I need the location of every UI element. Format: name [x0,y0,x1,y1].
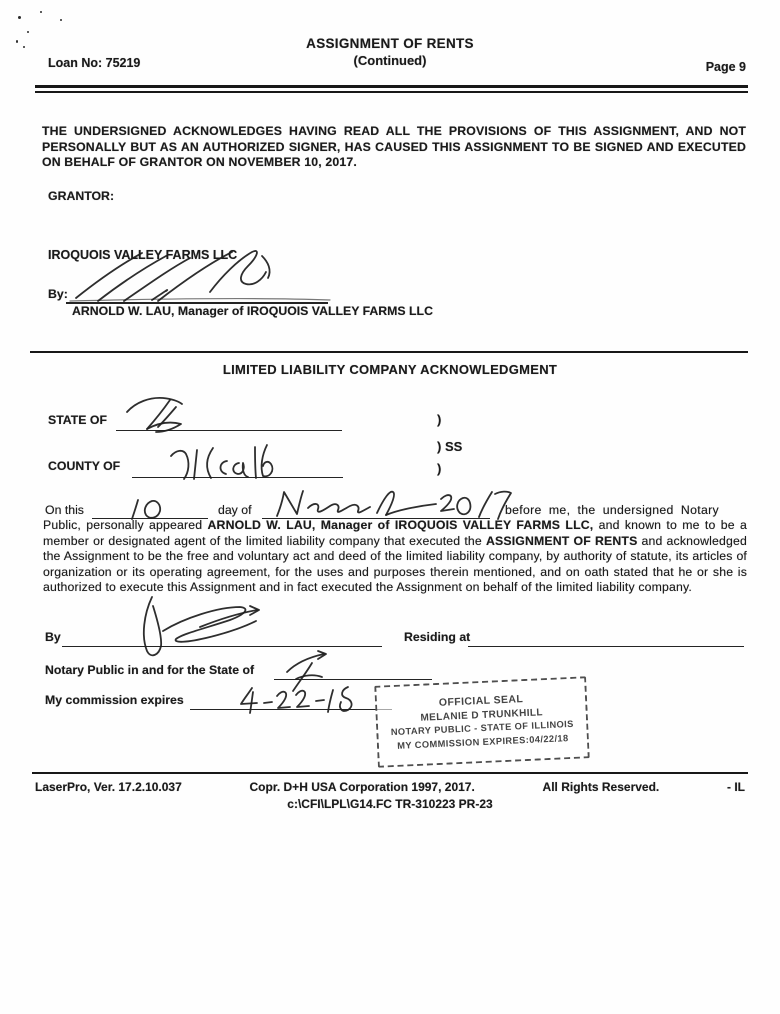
footer-copyright: Copr. D+H USA Corporation 1997, 2017. [249,780,475,794]
notary-state-label: Notary Public in and for the State of [45,663,255,677]
notary-paragraph [43,518,747,596]
header-rule-top [35,85,748,88]
commission-label: My commission expires [45,693,184,707]
paren-top: ) [437,412,442,427]
footer-product: LaserPro, Ver. 17.2.10.037 [35,780,182,794]
seal-name: MELANIE D TRUNKHILL [420,706,544,724]
footer-rights: All Rights Reserved. [542,780,660,794]
footer-line-2: c:\CFI\LPL\G14.FC TR-310223 PR-23 [287,797,493,811]
notary-state-line [274,662,432,680]
notary-by-line [62,629,382,647]
loan-number: Loan No: 75219 [48,56,141,70]
execution-paragraph: THE UNDERSIGNED ACKNOWLEDGES HAVING READ ALL THE PROVISIONS OF THIS ASSIGNMENT, AND NOT PERSONALLY BUT AS AN AUTHORIZED SIGNER, HAS CAUSED THIS ASSIGNMENT TO BE SIGNED AND EXECUTED ON BEHALF OF GRANTOR ON NOVEMBER 10, 2017. [42,124,746,169]
paren-ss: ) SS [437,439,463,454]
residing-at-label: Residing at [404,630,471,644]
notary-by-label: By [45,630,61,644]
day-blank-line [92,502,208,519]
day-of-label: day of [218,503,252,517]
commission-line [190,692,392,710]
state-blank-line [116,412,342,431]
header-rule-bottom [35,91,748,93]
date-blank-line [262,502,490,519]
seal-office: NOTARY PUBLIC - STATE OF ILLINOIS [390,718,574,738]
line1-tail-text: before me, the undersigned Notary [505,503,719,517]
notary-seal-stamp [374,676,590,768]
grantor-by-label: By: [48,287,68,301]
seal-title: OFFICIAL SEAL [438,693,524,709]
county-of-label: COUNTY OF [48,459,121,473]
page-title: ASSIGNMENT OF RENTS [306,36,474,51]
footer-state-code: - IL [726,780,745,794]
footer-rule [32,772,748,774]
state-of-label: STATE OF [48,413,107,427]
notary-paragraph-signer: ARNOLD W. LAU, Manager of IROQUOIS VALLEY FARMS LLC, [207,518,594,532]
seal-expiry: MY COMMISSION EXPIRES:04/22/18 [396,732,569,751]
county-blank-line [132,458,343,478]
notary-paragraph-mid: and known to me to be a member or designated agent of the limited liability company that executed the [43,518,747,548]
scan-speck [60,19,62,21]
page-number: Page 9 [705,60,746,74]
grantor-signature-line [66,286,328,304]
acknowledgment-heading: LIMITED LIABILITY COMPANY ACKNOWLEDGMENT [222,362,558,377]
page-subtitle: (Continued) [353,53,427,68]
paren-bottom: ) [437,461,442,476]
scan-speck [27,31,29,33]
grantor-label: GRANTOR: [48,189,115,203]
notary-paragraph-lead: Public, personally appeared [43,518,203,532]
grantor-company-name: IROQUOIS VALLEY FARMS LLC [48,248,238,262]
residing-at-line [468,629,744,647]
scan-speck [18,16,21,19]
on-this-label: On this [45,503,84,517]
notary-paragraph-tail: and acknowledged the Assignment to be the free and voluntary act and deed of the limited liability company, by authority of statute, its articles of organization or its operating agreement, for the uses and purposes therein mentioned, and on oath stated that he or she is authorized to execute this Assignment and in fact executed the Assignment on behalf of the limited liability company. [43,533,747,594]
grantor-signer-caption: ARNOLD W. LAU, Manager of IROQUOIS VALLEY FARMS LLC [72,304,433,318]
footer-line-1 [35,780,745,794]
section-rule [30,351,748,353]
notary-paragraph-doc: ASSIGNMENT OF RENTS [485,533,638,548]
scan-speck [40,11,42,13]
